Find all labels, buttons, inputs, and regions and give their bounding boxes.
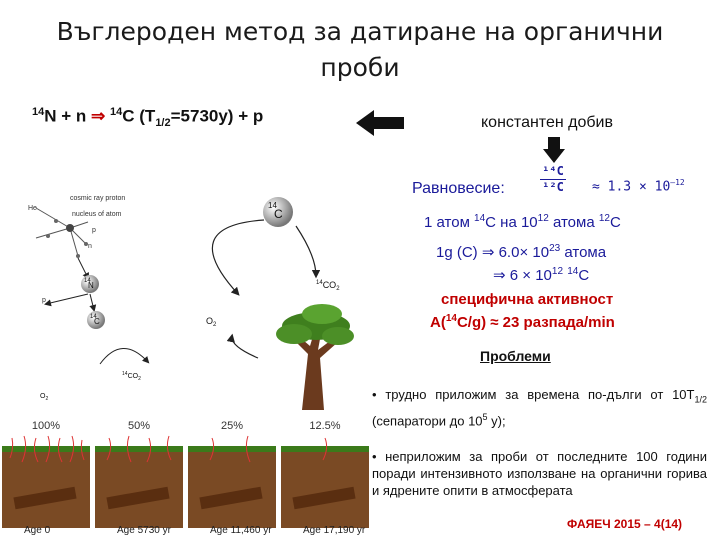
decay-panel bbox=[95, 418, 183, 540]
slide-title bbox=[0, 14, 720, 86]
problem-bullet-1 bbox=[372, 386, 707, 429]
constant-yield-label: константен добив bbox=[481, 114, 613, 131]
ratio-mantissa: ≈ 1.3 × 10 bbox=[592, 179, 671, 195]
b1-text: • трудно приложим за времена по-дълги от 10T bbox=[372, 387, 695, 402]
log-in-soil-icon bbox=[2, 418, 90, 540]
decay-panel bbox=[281, 418, 369, 540]
c14-large-sym: C bbox=[274, 207, 283, 221]
specific-activity-label: специфична активност bbox=[441, 291, 614, 308]
carbon-cycle-illustration bbox=[26, 186, 376, 410]
activity-end: 23 разпада/min bbox=[498, 314, 615, 331]
b1-tail: (сепаратори до 10 bbox=[372, 412, 483, 428]
slide-title-line1: Въглероден метод за датиране на органични bbox=[56, 17, 664, 46]
atoms-e1: 12 bbox=[537, 213, 549, 224]
c14-small-mass: 14 bbox=[90, 314, 97, 320]
footer-label: ФАЯЕЧ 2015 – 4(14) bbox=[567, 517, 683, 531]
half-life-value: =5730y) + p bbox=[170, 106, 264, 126]
decay-percent: 50% bbox=[127, 420, 151, 432]
log-in-soil-icon bbox=[95, 418, 183, 540]
mass2-exp: 12 bbox=[551, 266, 564, 277]
ratio-denominator: ¹²C bbox=[542, 180, 564, 194]
reaction-arrow-icon: ⇒ bbox=[91, 106, 106, 126]
implies-arrow-icon: ⇒ bbox=[481, 244, 495, 261]
activity-m1: 14 bbox=[445, 313, 457, 324]
activity-prefix: A( bbox=[430, 314, 446, 331]
atoms-m1: 14 bbox=[474, 213, 486, 224]
mass2-m1: 14 bbox=[567, 266, 579, 277]
mass1-end: атома bbox=[560, 244, 607, 261]
mass2-base: 10 bbox=[531, 267, 552, 284]
decay-age: Age 0 bbox=[24, 525, 51, 536]
n14-symbol: N bbox=[44, 106, 57, 126]
cosmic-ray-label: cosmic ray proton bbox=[70, 195, 126, 202]
b1-end: y); bbox=[487, 412, 506, 428]
times-icon: × bbox=[519, 244, 529, 261]
c14-symbol: C bbox=[122, 106, 135, 126]
decay-age: Age 11,460 yr bbox=[210, 525, 272, 536]
decay-panel bbox=[188, 418, 276, 540]
equilibrium-label: Равновесие: bbox=[412, 180, 505, 197]
nuclear-reaction bbox=[32, 106, 263, 129]
o2-high-label: $O_2$ bbox=[206, 316, 217, 328]
mass1-prefix: 1g (C) bbox=[436, 244, 482, 261]
co2-high-label: $^{14}CO_2$ bbox=[316, 280, 340, 292]
problems-heading: Проблеми bbox=[480, 348, 551, 364]
implies-arrow-icon: ⇒ bbox=[493, 267, 506, 284]
ratio-value bbox=[592, 178, 685, 194]
half-life-open: (T bbox=[134, 106, 156, 126]
co2-low-label: $^{14}CO_2$ bbox=[122, 371, 141, 382]
atoms-tail: атома bbox=[548, 214, 599, 231]
decay-percent: 25% bbox=[220, 420, 244, 432]
n14-mass: 14 bbox=[32, 106, 45, 118]
p-label: p bbox=[92, 227, 96, 234]
specific-activity-value bbox=[430, 313, 615, 331]
atoms-prefix: 1 атом bbox=[424, 214, 475, 231]
n14-ball-mass: 14 bbox=[84, 278, 91, 284]
decay-age: Age 17,190 yr bbox=[303, 525, 366, 536]
problem-bullet-2: • неприложим за проби от последните 100 години поради интензивното използване на органични горива и ядрените опити в атмосферата bbox=[372, 449, 707, 498]
ratio-numerator: ¹⁴C bbox=[540, 164, 566, 180]
b1-sub: 1/2 bbox=[694, 394, 707, 405]
atoms-mid: C на 10 bbox=[485, 214, 538, 231]
n14-ball-sym: N bbox=[88, 281, 94, 290]
mass-line-2 bbox=[493, 266, 589, 284]
c14-large-mass: 14 bbox=[268, 201, 277, 210]
plus-neutron: + n bbox=[56, 106, 92, 126]
n-label: n bbox=[88, 243, 92, 250]
decay-panel bbox=[2, 418, 90, 540]
proton-out-label: p bbox=[42, 297, 46, 304]
approx-icon: ≈ bbox=[490, 314, 499, 331]
tree-icon bbox=[276, 304, 354, 410]
mass2-end: C bbox=[578, 267, 590, 284]
decay-percent: 100% bbox=[31, 420, 61, 432]
log-in-soil-icon bbox=[281, 418, 369, 540]
decay-percent: 12.5% bbox=[309, 420, 341, 432]
c14-small-sym: C bbox=[94, 317, 100, 326]
slide-title-line2: проби bbox=[320, 53, 400, 82]
decay-age: Age 5730 yr bbox=[117, 525, 171, 536]
log-in-soil-icon bbox=[188, 418, 276, 540]
b1-exp: 5 bbox=[482, 411, 488, 422]
atoms-m2: 12 bbox=[598, 213, 610, 224]
mass-line-1 bbox=[436, 243, 606, 261]
he-label: He bbox=[28, 205, 37, 212]
mass2-mid: 6 bbox=[505, 267, 523, 284]
left-arrow-icon bbox=[356, 110, 406, 136]
ratio-exponent: –12 bbox=[670, 178, 685, 187]
ratio-fraction bbox=[540, 164, 566, 194]
c14-mass: 14 bbox=[110, 106, 123, 118]
o2-low-label: $O_2$ bbox=[40, 393, 49, 402]
atoms-ratio-line bbox=[424, 213, 621, 231]
mass1-exp: 23 bbox=[549, 243, 561, 254]
half-life-sub: 1/2 bbox=[155, 117, 171, 130]
mass1-base: 10 bbox=[528, 244, 550, 261]
mass1-mid: 6.0 bbox=[494, 244, 520, 261]
nucleus-label: nucleus of atom bbox=[72, 211, 122, 218]
decay-panels bbox=[2, 418, 370, 540]
activity-mid: C/g) bbox=[456, 314, 491, 331]
times-icon: × bbox=[522, 267, 532, 284]
down-arrow-icon bbox=[543, 137, 565, 163]
atoms-end: C bbox=[609, 214, 621, 231]
